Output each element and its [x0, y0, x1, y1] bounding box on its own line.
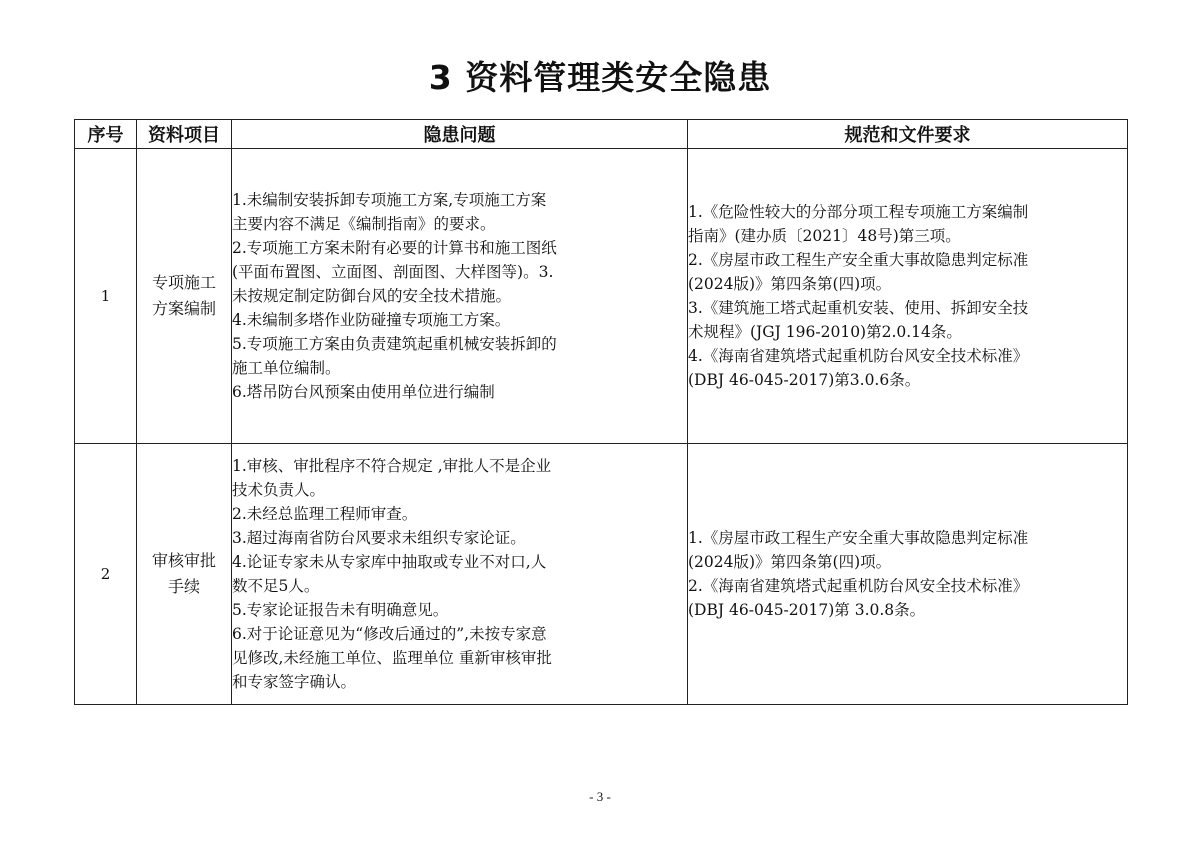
- issue-line: 1.未编制安装拆卸专项施工方案,专项施工方案: [232, 191, 547, 209]
- header-requirement: 规范和文件要求: [688, 120, 1128, 149]
- requirement-line: 1.《房屋市政工程生产安全重大事故隐患判定标准: [688, 529, 1029, 547]
- issue-line: 主要内容不满足《编制指南》的要求。: [232, 215, 496, 233]
- item-text: 审核审批: [151, 551, 216, 570]
- requirement-line: 3.《建筑施工塔式起重机安装、使用、拆卸安全技: [688, 299, 1029, 317]
- issue-line: 5.专项施工方案由负责建筑起重机械安装拆卸的: [232, 335, 557, 353]
- table-row: [75, 444, 1128, 705]
- requirement-line: 指南》(建办质〔2021〕48号)第三项。: [688, 227, 961, 245]
- issue-cell: [232, 149, 688, 444]
- issue-cell: [232, 444, 688, 705]
- requirement-line: (2024版)》第四条第(四)项。: [688, 275, 892, 293]
- issue-line: 4.论证专家未从专家库中抽取或专业不对口,人: [232, 553, 547, 571]
- row-number: 1: [75, 149, 137, 444]
- issue-line: 1.审核、审批程序不符合规定 ,审批人不是企业: [232, 457, 552, 475]
- requirement-cell: [688, 444, 1128, 705]
- item-text: 手续: [167, 577, 200, 596]
- hazard-table: [74, 119, 1128, 705]
- requirement-line: 2.《海南省建筑塔式起重机防台风安全技术标准》: [688, 577, 1029, 595]
- issue-line: 4.未编制多塔作业防碰撞专项施工方案。: [232, 311, 511, 329]
- requirement-line: (2024版)》第四条第(四)项。: [688, 553, 892, 571]
- issue-line: 技术负责人。: [232, 481, 326, 499]
- issue-line: 3.超过海南省防台风要求未组织专家论证。: [232, 529, 526, 547]
- issue-line: 见修改,未经施工单位、监理单位 重新审核审批: [232, 649, 552, 667]
- requirement-line: 2.《房屋市政工程生产安全重大事故隐患判定标准: [688, 251, 1029, 269]
- requirement-line: (DBJ 46-045-2017)第 3.0.8条。: [688, 601, 926, 619]
- requirement-line: 术规程》(JGJ 196-2010)第2.0.14条。: [688, 323, 962, 341]
- page-title: 3 资料管理类安全隐患: [428, 58, 772, 97]
- requirement-line: 1.《危险性较大的分部分项工程专项施工方案编制: [688, 203, 1029, 221]
- header-no: 序号: [75, 120, 137, 149]
- item-text: 方案编制: [151, 299, 216, 318]
- item-cell: [137, 149, 232, 444]
- issue-line: 5.专家论证报告未有明确意见。: [232, 601, 449, 619]
- header-item: 资料项目: [137, 120, 232, 149]
- header-issue: 隐患问题: [232, 120, 688, 149]
- issue-line: 6.塔吊防台风预案由使用单位进行编制: [232, 383, 495, 401]
- issue-line: 6.对于论证意见为“修改后通过的”,未按专家意: [232, 625, 547, 643]
- row-number: 2: [75, 444, 137, 705]
- issue-line: 施工单位编制。: [232, 359, 341, 377]
- issue-line: 未按规定制定防御台风的安全技术措施。: [232, 287, 512, 305]
- page-number: - 3 -: [589, 789, 611, 804]
- requirement-line: 4.《海南省建筑塔式起重机防台风安全技术标准》: [688, 347, 1029, 365]
- table-header-row: [75, 120, 1128, 149]
- requirement-line: (DBJ 46-045-2017)第3.0.6条。: [688, 371, 921, 389]
- table-row: [75, 149, 1128, 444]
- requirement-cell: [688, 149, 1128, 444]
- item-text: 专项施工: [151, 273, 216, 292]
- issue-line: (平面布置图、立面图、剖面图、大样图等)。3.: [232, 263, 554, 281]
- issue-line: 数不足5人。: [232, 577, 320, 595]
- issue-line: 和专家签字确认。: [232, 673, 357, 691]
- item-cell: [137, 444, 232, 705]
- issue-line: 2.未经总监理工程师审查。: [232, 505, 418, 523]
- issue-line: 2.专项施工方案未附有必要的计算书和施工图纸: [232, 239, 557, 257]
